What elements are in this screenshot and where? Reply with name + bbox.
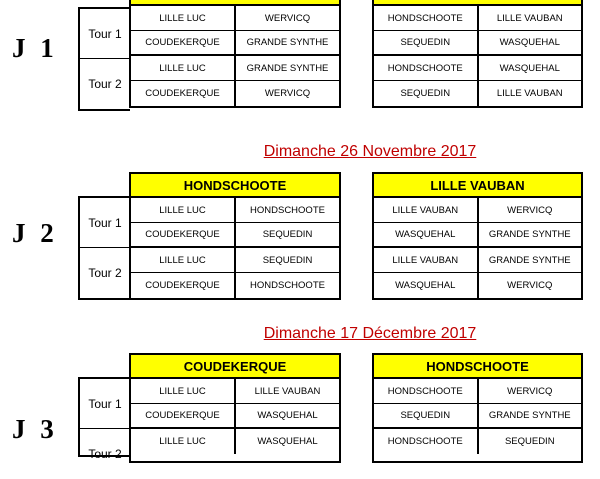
team-cell: HONDSCHOOTE — [387, 385, 463, 397]
table-row — [374, 248, 581, 273]
table-row — [131, 198, 339, 223]
team-cell: SEQUEDIN — [234, 223, 339, 246]
team-cell: LILLE VAUBAN — [392, 254, 459, 266]
tours-column-j2 — [78, 196, 130, 300]
pool-host: HONDSCHOOTE — [374, 355, 581, 379]
table-row — [131, 273, 339, 298]
table-row — [131, 248, 339, 273]
day-label-j2: J 2 — [12, 218, 58, 248]
team-cell: SEQUEDIN — [234, 248, 339, 272]
team-cell: GRANDE SYNTHE — [234, 31, 339, 54]
team-cell: COUDEKERQUE — [145, 229, 220, 240]
team-cell: LILLE LUC — [159, 12, 206, 24]
team-cell: WASQUEHAL — [234, 429, 339, 454]
team-cell: WERVICQ — [234, 81, 339, 106]
pool-table-j2-right — [372, 172, 583, 300]
pool-host: LILLE VAUBAN — [374, 174, 581, 198]
team-cell: COUDEKERQUE — [145, 37, 220, 48]
table-row — [131, 56, 339, 81]
date-heading-j2: Dimanche 26 Novembre 2017 — [263, 143, 477, 160]
table-row — [131, 404, 339, 429]
team-cell: SEQUEDIN — [477, 429, 582, 454]
table-row — [131, 81, 339, 106]
team-cell: LILLE VAUBAN — [234, 379, 339, 403]
pool-table-j1-right — [372, 0, 583, 108]
table-row — [374, 31, 581, 56]
team-cell: HONDSCHOOTE — [234, 273, 339, 298]
tour-label: Tour 2 — [88, 447, 122, 461]
team-cell: GRANDE SYNTHE — [477, 404, 582, 427]
table-row — [374, 81, 581, 106]
tour-label: Tour 2 — [88, 266, 122, 280]
pool-table-j2-left — [129, 172, 341, 300]
tours-column-j1 — [78, 7, 130, 111]
table-row — [131, 379, 339, 404]
team-cell: WERVICQ — [477, 198, 582, 222]
team-cell: LILLE LUC — [159, 385, 206, 397]
table-row — [374, 379, 581, 404]
team-cell: LILLE LUC — [159, 436, 206, 447]
team-cell: COUDEKERQUE — [145, 410, 220, 421]
team-cell: LILLE LUC — [159, 62, 206, 74]
date-heading-j3: Dimanche 17 Décembre 2017 — [263, 325, 477, 342]
team-cell: LILLE LUC — [159, 204, 206, 216]
pool-table-j3-right — [372, 353, 583, 463]
team-cell: LILLE VAUBAN — [477, 81, 582, 106]
team-cell: COUDEKERQUE — [145, 88, 220, 99]
team-cell: LILLE VAUBAN — [477, 6, 582, 30]
team-cell: HONDSCHOOTE — [387, 62, 463, 74]
team-cell: HONDSCHOOTE — [234, 198, 339, 222]
table-row — [131, 223, 339, 248]
team-cell: WERVICQ — [234, 6, 339, 30]
table-row — [374, 223, 581, 248]
team-cell: SEQUEDIN — [400, 410, 451, 421]
day-label-j3: J 3 — [12, 414, 58, 444]
table-row — [374, 273, 581, 298]
pool-host: COUDEKERQUE — [131, 355, 339, 379]
team-cell: WERVICQ — [477, 273, 582, 298]
table-row — [374, 6, 581, 31]
team-cell: WASQUEHAL — [234, 404, 339, 427]
team-cell: SEQUEDIN — [400, 37, 451, 48]
tour-label: Tour 1 — [80, 198, 130, 248]
team-cell: COUDEKERQUE — [145, 280, 220, 291]
team-cell: GRANDE SYNTHE — [477, 248, 582, 272]
table-row — [374, 429, 581, 454]
team-cell: GRANDE SYNTHE — [234, 56, 339, 80]
tours-column-j3 — [78, 377, 130, 461]
tour-label: Tour 1 — [80, 379, 130, 429]
team-cell: WASQUEHAL — [477, 56, 582, 80]
table-row — [374, 198, 581, 223]
team-cell: GRANDE SYNTHE — [477, 223, 582, 246]
team-cell: LILLE LUC — [159, 254, 206, 266]
team-cell: SEQUEDIN — [400, 88, 451, 99]
team-cell: LILLE VAUBAN — [392, 204, 459, 216]
table-row — [131, 6, 339, 31]
tour-label: Tour 2 — [88, 77, 122, 91]
team-cell: HONDSCHOOTE — [387, 12, 463, 24]
tour-label: Tour 1 — [80, 9, 130, 59]
team-cell: HONDSCHOOTE — [387, 436, 463, 447]
pool-table-j1-left — [129, 0, 341, 108]
table-row — [131, 31, 339, 56]
team-cell: WASQUEHAL — [395, 229, 456, 240]
team-cell: WASQUEHAL — [395, 280, 456, 291]
table-row — [374, 404, 581, 429]
pool-table-j3-left — [129, 353, 341, 463]
team-cell: WERVICQ — [477, 379, 582, 403]
team-cell: WASQUEHAL — [477, 31, 582, 54]
pool-host: HONDSCHOOTE — [131, 174, 339, 198]
day-label-j1: J 1 — [12, 33, 58, 63]
table-row — [131, 429, 339, 454]
table-row — [374, 56, 581, 81]
